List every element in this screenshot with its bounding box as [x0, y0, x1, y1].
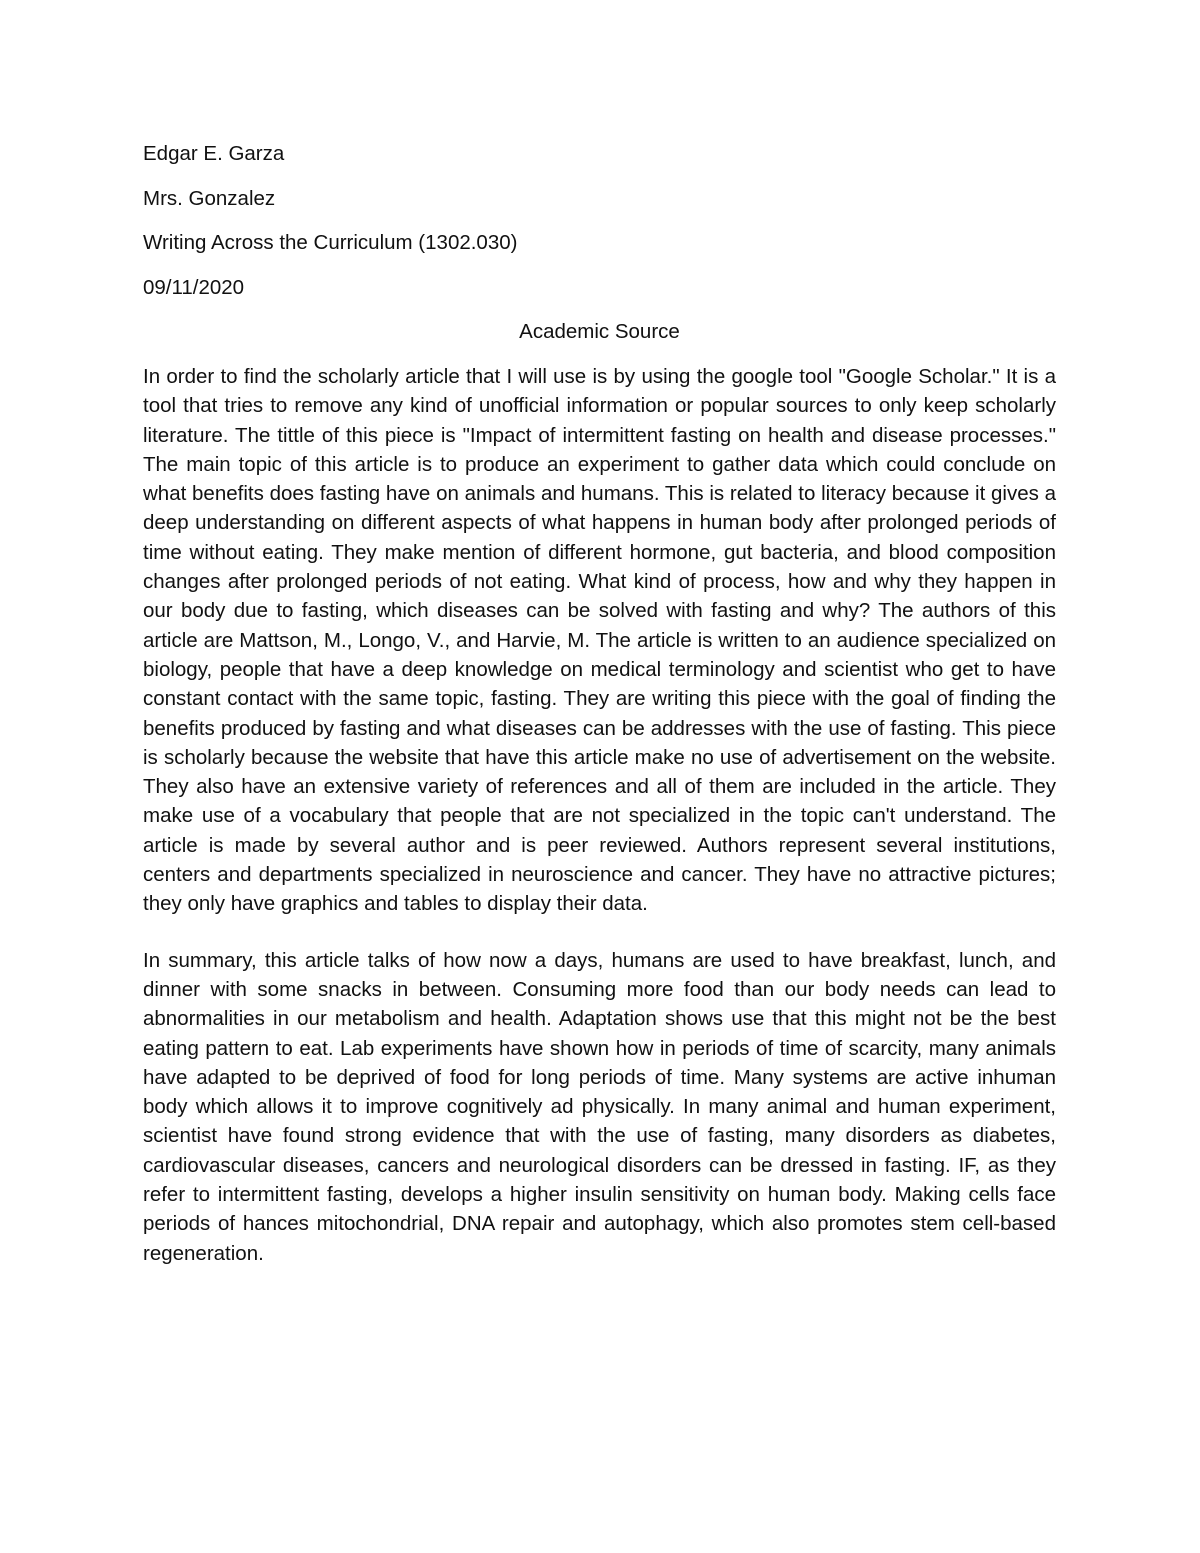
- course-name: Writing Across the Curriculum (1302.030): [143, 231, 518, 254]
- document-date: 09/11/2020: [143, 275, 245, 299]
- body-paragraph-1: In order to find the scholarly article that I will use is by using the google tool "Google Scholar." It is a tool that tries to remove any kind of unofficial information or popular sources to only keep scholarly literature. The tittle of this piece is "Impact of intermittent fasting on health and disease processes." The main topic of this article is to produce an experiment to gather data which could conclude on what benefits does fasting have on animals and humans. This is related to literacy because it gives a deep understanding on different aspects of what happens in human body after prolonged periods of time without eating. They make mention of different hormone, gut bacteria, and blood composition changes after prolonged periods of not eating. What kind of process, how and why they happen in our body due to fasting, which diseases can be solved with fasting and why? The authors of this article are Mattson, M., Longo, V., and Harvie, M. The article is written to an audience specialized on biology, people that have a deep knowledge on medical terminology and scientist who get to have constant contact with the same topic, fasting. They are writing this piece with the goal of finding the benefits produced by fasting and what diseases can be addresses with the use of fasting. This piece is scholarly because the website that have this article make no use of advertisement on the website. They also have an extensive variety of references and all of them are included in the article. They make use of a vocabulary that people that are not specialized in the topic can't understand. The article is made by several author and is peer reviewed. Authors represent several institutions, centers and departments specialized in neuroscience and cancer. They have no attractive pictures; they only have graphics and tables to display their data.: [143, 365, 1056, 916]
- document-title: Academic Source: [519, 320, 680, 343]
- body-paragraph-2: In summary, this article talks of how now a days, humans are used to have breakfast, lunch, and dinner with some snacks in between. Consuming more food than our body needs can lead to abnormalities in our metabolism and health. Adaptation shows use that this might not be the best eating pattern to eat. Lab experiments have shown how in periods of time of scarcity, many animals have adapted to be deprived of food for long periods of time. Many systems are active inhuman body which allows it to improve cognitively ad physically. In many animal and human experiment, scientist have found strong evidence that with the use of fasting, many disorders as diabetes, cardiovascular diseases, cancers and neurological disorders can be dressed in fasting. IF, as they refer to intermittent fasting, develops a higher insulin sensitivity on human body. Making cells face periods of hances mitochondrial, DNA repair and autophagy, which also promotes stem cell-based regeneration.: [143, 948, 1056, 1265]
- author-name: Edgar E. Garza: [143, 142, 285, 165]
- document-page: [143, 140, 1056, 1295]
- instructor-name: Mrs. Gonzalez: [143, 186, 276, 210]
